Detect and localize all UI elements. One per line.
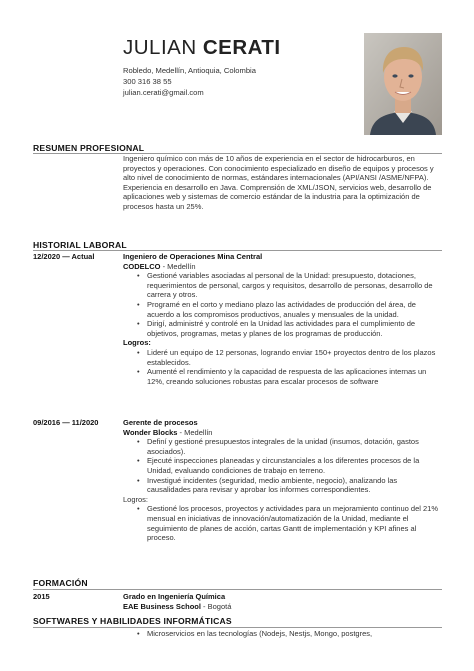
list-item: • Lideré un equipo de 12 personas, logrando enviar 150+ proyectos dentro de los plazos establecidos.: [147, 348, 443, 367]
education-year: 2015: [33, 592, 50, 601]
list-item: • Programé en el corto y mediano plazo las actividades de producción del área, de acuerdo a los compromisos productivos, anuales y mensuales de la unidad.: [147, 300, 443, 319]
skills-section: [123, 629, 443, 639]
achievement-list: [123, 504, 443, 542]
job-dates: 12/2020 — Actual: [33, 252, 95, 261]
last-name: CERATI: [202, 36, 281, 59]
divider: [33, 589, 442, 590]
achievements-label: Logros:: [123, 494, 149, 504]
list-item: • Definí y gestioné presupuestos integrales de la unidad (insumos, dotación, gastos asociados).: [147, 437, 443, 456]
degree: Grado en Ingeniería Química: [123, 592, 226, 601]
list-item: • Aumenté el rendimiento y la capacidad de respuesta de las aplicaciones internas un 12%, creando soluciones robustas para escalar procesos de software: [147, 367, 443, 386]
list-item: • Investigué incidentes (seguridad, medio ambiente, negocio), analizando las causalidades para revisar y aprobar los informes correspondientes.: [147, 476, 443, 495]
email[interactable]: julian.cerati@gmail.com: [123, 88, 204, 97]
list-item: • Gestioné los procesos, proyectos y actividades para un mejoramiento continuo del 21% mensual en iniciativas de innovación/automatización de la Unidad, mediante el seguimiento de planes de acción, cartas Gantt de implementación y KPI afines al proceso.: [147, 504, 443, 542]
divider: [33, 250, 442, 251]
responsibility-list: [123, 437, 443, 495]
responsibility-list: [123, 271, 443, 338]
list-item: • Dirigí, administré y controlé en la Unidad las actividades para el cumplimiento de objetivos, programas, metas y planes de los programas de producción.: [147, 319, 443, 338]
section-title-education: FORMACIÓN: [33, 578, 88, 588]
divider: [33, 627, 442, 628]
section-title-skills: SOFTWARES Y HABILIDADES INFORMÁTICAS: [33, 616, 232, 626]
school-name: EAE Business School: [123, 601, 201, 611]
achievements-label: Logros:: [123, 338, 151, 348]
list-item: • Ejecuté inspecciones planeadas y circunstanciales a los diferentes procesos de la Unidad, evaluando condiciones de trabajo en terreno.: [147, 456, 443, 475]
address: Robledo, Medellín, Antioquia, Colombia: [123, 66, 256, 75]
school-location: - Bogotá: [200, 601, 232, 611]
company-name: Wonder Blocks: [123, 427, 178, 437]
phone: 300 316 38 55: [123, 77, 172, 86]
job-company: [123, 428, 443, 438]
skills-list: [123, 629, 443, 639]
portrait-image: [364, 33, 442, 135]
list-item: • Microservicios en las tecnologías (Nodejs, Nestjs, Mongo, postgres,: [147, 629, 443, 639]
contact-info: [123, 65, 256, 98]
job-title: Gerente de procesos: [123, 418, 198, 427]
candidate-name: [123, 36, 281, 60]
first-name: JULIAN: [123, 36, 197, 59]
profile-photo: [364, 33, 442, 135]
job-title: Ingeniero de Operaciones Mina Central: [123, 252, 263, 261]
list-item: • Gestioné variables asociadas al personal de la Unidad: presupuesto, dotaciones, requerimientos de personal, cargos y requisitos, desarrollo de personas, desarrollo de carrera y otros.: [147, 271, 443, 300]
job-company: [123, 262, 443, 272]
summary-text: Ingeniero químico con más de 10 años de experiencia en el sector de hidrocarburos, en proyectos y operaciones. Con conocimiento especializado en diseño de equipos y procesos y alto nivel de conocimiento de normas, estándares internacionales (API/ANSI /ASME/NFPA). Experiencia en desarrollo en Java. Comprensión de XML/JSON, servicios web, desarrollo de aplicaciones web y sistemas de comercio estándar de la industria para la optimización de procesos hasta un 25%.: [123, 154, 434, 211]
company-name: CODELCO: [123, 261, 161, 271]
job-dates: 09/2016 — 11/2020: [33, 418, 99, 427]
company-location: - Medellín: [160, 261, 196, 271]
section-title-summary: RESUMEN PROFESIONAL: [33, 143, 145, 153]
company-location: - Medellín: [177, 427, 213, 437]
section-title-work: HISTORIAL LABORAL: [33, 240, 127, 250]
achievement-list: [123, 348, 443, 386]
